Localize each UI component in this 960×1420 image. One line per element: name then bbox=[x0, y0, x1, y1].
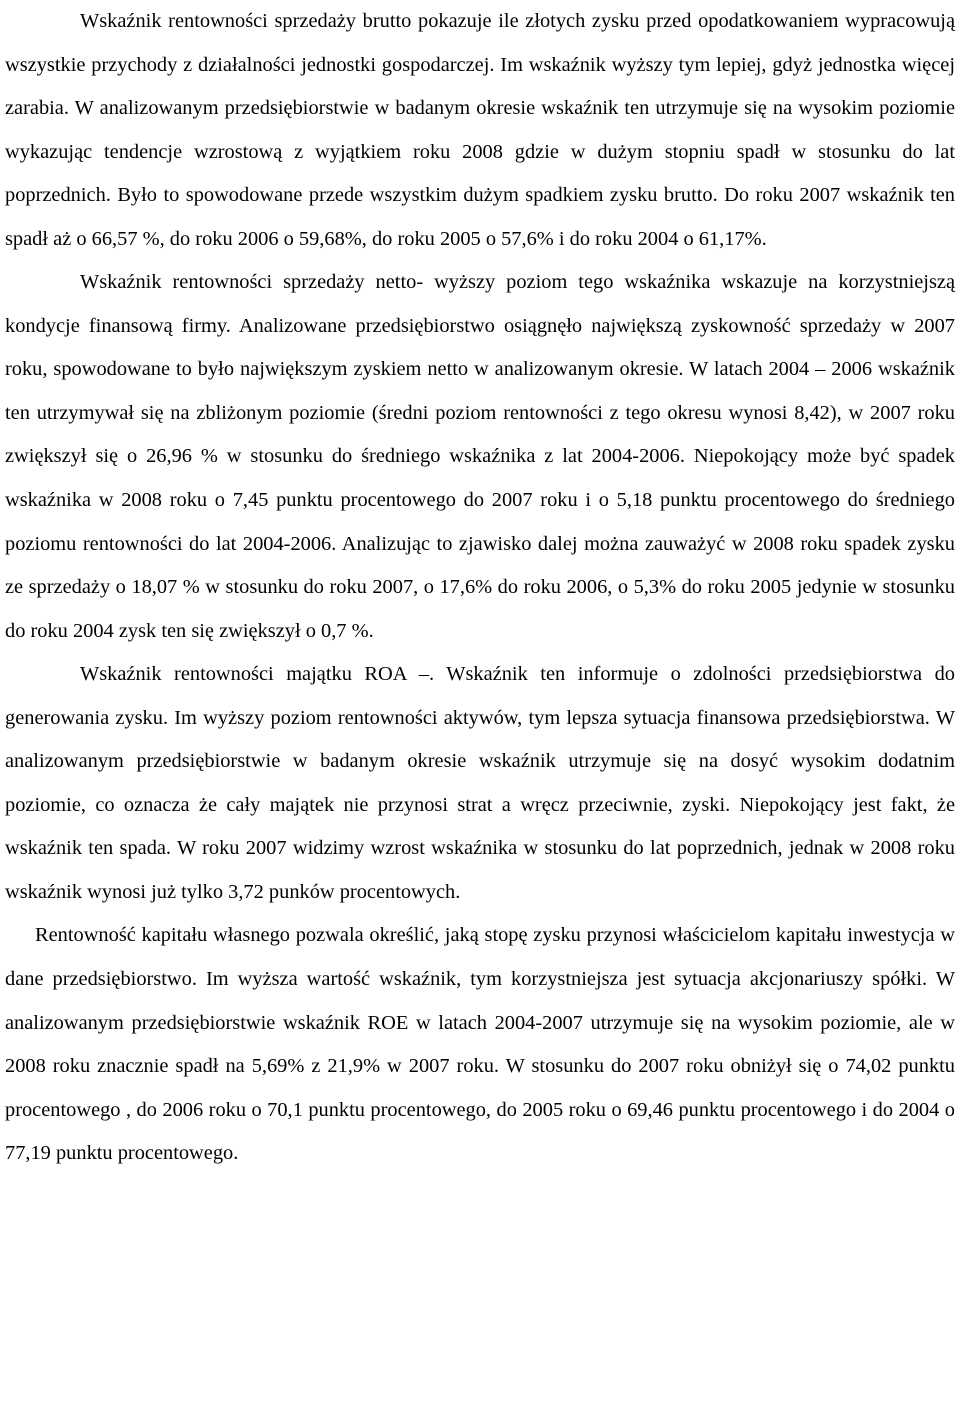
paragraph-roe: Rentowność kapitału własnego pozwala określić, jaką stopę zysku przynosi właścicielom kapitału inwestycja w dane przedsiębiorstwo. Im wyższa wartość wskaźnik, tym korzystniejsza jest sytuacja akcjonariuszy spółki. W analizowanym przedsiębiorstwie wskaźnik ROE w latach 2004-2007 utrzymuje się na wysokim poziomie, ale w 2008 roku znacznie spadł na 5,69% z 21,9% w 2007 roku. W stosunku do 2007 roku obniżył się o 74,02 punktu procentowego , do 2006 roku o 70,1 punktu procentowego, do 2005 roku o 69,46 punktu procentowego i do 2004 o 77,19 punktu procentowego. bbox=[5, 924, 955, 1165]
paragraph-gross-sales-margin: Wskaźnik rentowności sprzedaży brutto pokazuje ile złotych zysku przed opodatkowaniem wypracowują wszystkie przychody z działalności jednostki gospodarczej. Im wskaźnik wyższy tym lepiej, gdyż jednostka więcej zarabia. W analizowanym przedsiębiorstwie w badanym okresie wskaźnik ten utrzymuje się na wysokim poziomie wykazując tendencje wzrostową z wyjątkiem roku 2008 gdzie w dużym stopniu spadł w stosunku do lat poprzednich. Było to spowodowane przede wszystkim dużym spadkiem zysku brutto. Do roku 2007 wskaźnik ten spadł aż o 66,57 %, do roku 2006 o 59,68%, do roku 2005 o 57,6% i do roku 2004 o 61,17%. bbox=[5, 10, 955, 250]
document-page bbox=[5, 0, 955, 1176]
paragraph-roa: Wskaźnik rentowności majątku ROA –. Wskaźnik ten informuje o zdolności przedsiębiorstwa do generowania zysku. Im wyższy poziom rentowności aktywów, tym lepsza sytuacja finansowa przedsiębiorstwa. W analizowanym przedsiębiorstwie w badanym okresie wskaźnik utrzymuje się na dosyć wysokim dodatnim poziomie, co oznacza że cały majątek nie przynosi strat a wręcz przeciwnie, zyski. Niepokojący jest fakt, że wskaźnik ten spada. W roku 2007 widzimy wzrost wskaźnika w stosunku do lat poprzednich, jednak w 2008 roku wskaźnik wynosi już tylko 3,72 punków procentowych. bbox=[5, 663, 955, 903]
paragraph-net-sales-margin: Wskaźnik rentowności sprzedaży netto- wyższy poziom tego wskaźnika wskazuje na korzystniejszą kondycje finansową firmy. Analizowane przedsiębiorstwo osiągnęło największą zyskowność sprzedaży w 2007 roku, spowodowane to było największym zyskiem netto w analizowanym okresie. W latach 2004 – 2006 wskaźnik ten utrzymywał się na zbliżonym poziomie (średni poziom rentowności z tego okresu wynosi 8,42), w 2007 roku zwiększył się o 26,96 % w stosunku do średniego wskaźnika z lat 2004-2006. Niepokojący może być spadek wskaźnika w 2008 roku o 7,45 punktu procentowego do 2007 roku i o 5,18 punktu procentowego do średniego poziomu rentowności do lat 2004-2006. Analizując to zjawisko dalej można zauważyć w 2008 roku spadek zysku ze sprzedaży o 18,07 % w stosunku do roku 2007, o 17,6% do roku 2006, o 5,3% do roku 2005 jedynie w stosunku do roku 2004 zysk ten się zwiększył o 0,7 %. bbox=[5, 271, 955, 642]
